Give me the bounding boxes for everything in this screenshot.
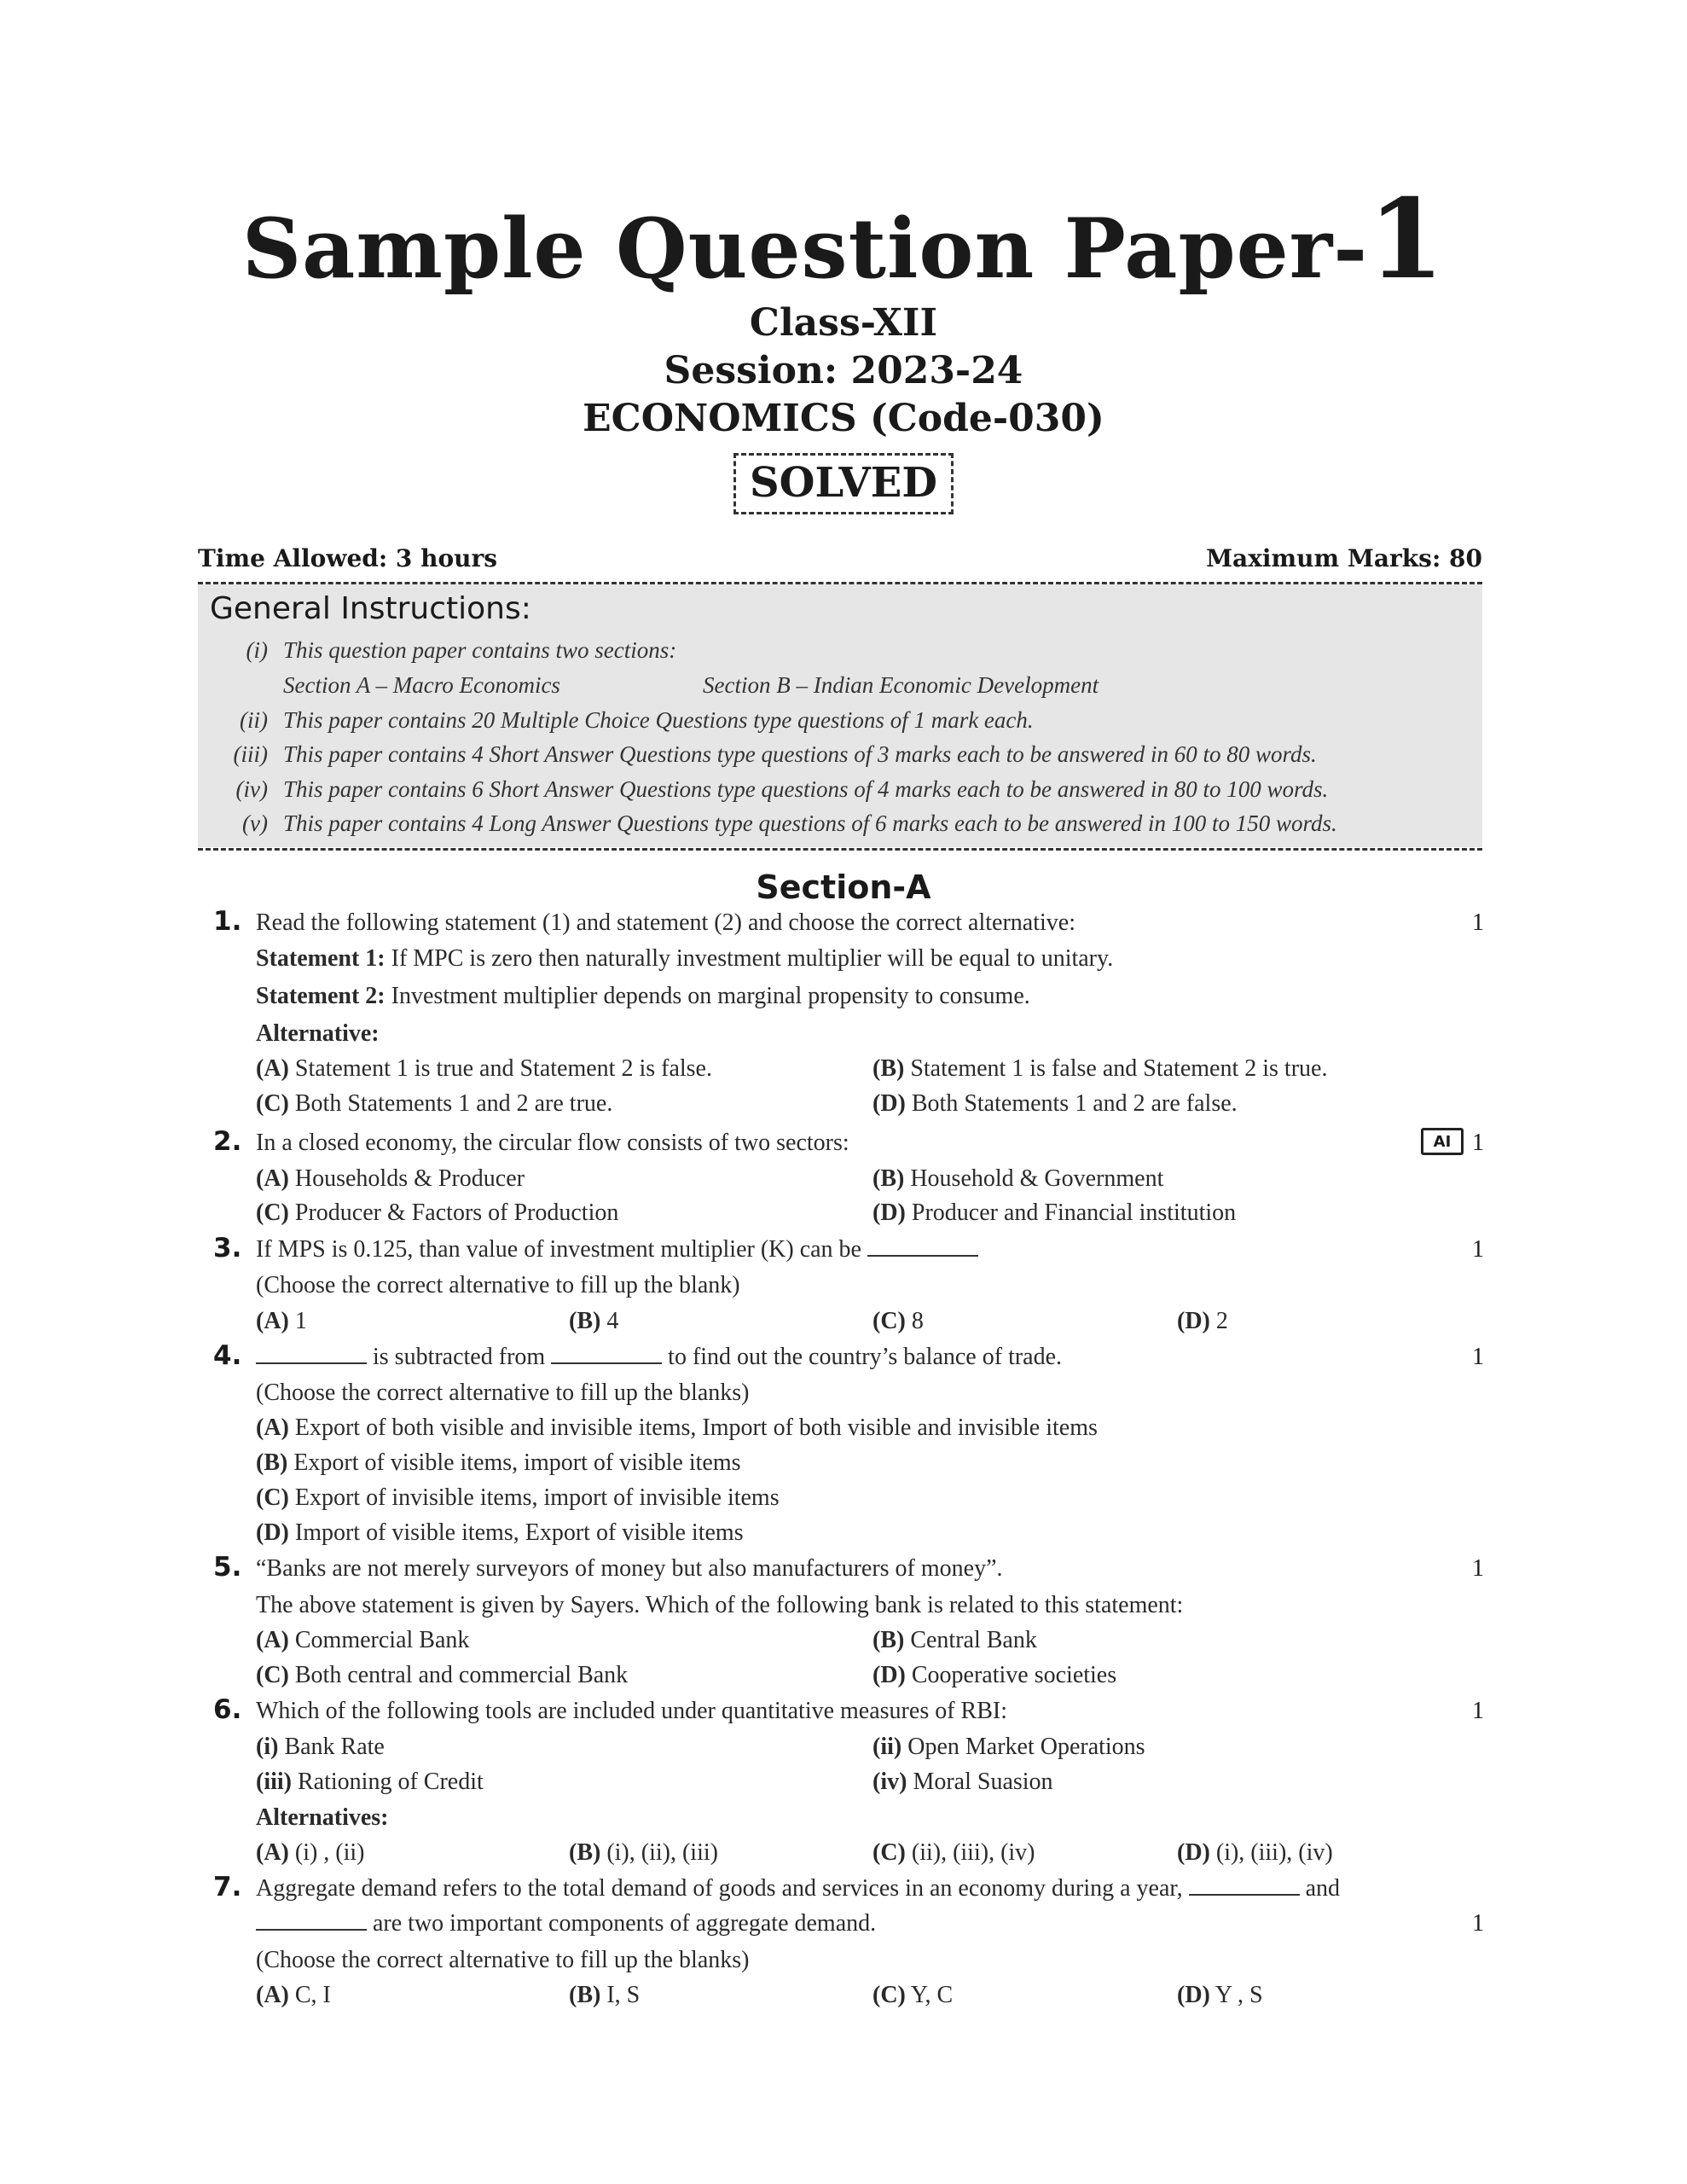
option-d: (D) Import of visible items, Export of visible items bbox=[256, 1519, 744, 1546]
option-b: (B) I, S bbox=[569, 1982, 641, 2008]
question-number: 6. bbox=[213, 1694, 242, 1725]
ai-book-icon: AI bbox=[1421, 1128, 1464, 1155]
option-d: (D) 2 bbox=[1177, 1308, 1228, 1334]
instruction-item: (v) This paper contains 4 Long Answer Questions type questions of 6 marks each to be answered in 100 to 150 words. bbox=[242, 810, 1337, 836]
question-text-continued: are two important components of aggregate demand. bbox=[256, 1910, 876, 1937]
answer-blank bbox=[551, 1345, 662, 1364]
option-b: (B) Statement 1 is false and Statement 2 is true. bbox=[872, 1055, 1328, 1082]
option-c: (C) Y, C bbox=[872, 1982, 954, 2008]
alternative-label: Alternative: bbox=[256, 1020, 380, 1047]
instruction-item: Section A – Macro Economics bbox=[283, 672, 560, 698]
meta-row bbox=[198, 544, 1482, 572]
title-block bbox=[0, 176, 1687, 514]
instruction-item-section-b: Section B – Indian Economic Development bbox=[703, 672, 1099, 698]
question-text: If MPS is 0.125, than value of investment multiplier (K) can be bbox=[256, 1236, 978, 1263]
option-c: (C) 8 bbox=[872, 1308, 924, 1334]
class-label: Class-XII bbox=[749, 301, 938, 345]
option-a: (A) Export of both visible and invisible items, Import of both visible and invisible items bbox=[256, 1414, 1098, 1441]
option-d: (D) Y , S bbox=[1177, 1982, 1263, 2008]
instruction-item: (iii) This paper contains 4 Short Answer Questions type questions of 3 marks each to be answered in 60 to 80 words. bbox=[233, 741, 1317, 767]
question-mark: 1 bbox=[1472, 1130, 1484, 1156]
option-b: (B) Export of visible items, import of visible items bbox=[256, 1449, 741, 1476]
question-text: Read the following statement (1) and statement (2) and choose the correct alternative: bbox=[256, 909, 1075, 936]
question-text: is subtracted from to find out the country’s balance of trade. bbox=[256, 1344, 1062, 1371]
answer-blank bbox=[256, 1345, 367, 1364]
question-mark: 1 bbox=[1472, 1698, 1484, 1724]
tool-iii: (iii) Rationing of Credit bbox=[256, 1769, 484, 1795]
question-mark: 1 bbox=[1472, 1344, 1484, 1370]
page-title bbox=[0, 176, 1687, 304]
option-c: (C) Both Statements 1 and 2 are true. bbox=[256, 1090, 613, 1117]
option-c: (C) Producer & Factors of Production bbox=[256, 1199, 619, 1226]
question-number: 3. bbox=[213, 1233, 242, 1263]
solved-badge: SOLVED bbox=[733, 453, 954, 514]
option-d: (D) Cooperative societies bbox=[872, 1662, 1117, 1688]
question-mark: 1 bbox=[1472, 909, 1484, 936]
question-text: Which of the following tools are included under quantitative measures of RBI: bbox=[256, 1698, 1007, 1724]
question-number: 7. bbox=[213, 1872, 242, 1902]
statement-2: Statement 2: Investment multiplier depends on marginal propensity to consume. bbox=[256, 983, 1030, 1009]
option-d: (D) Producer and Financial institution bbox=[872, 1199, 1237, 1226]
alternatives-label: Alternatives: bbox=[256, 1804, 389, 1831]
question-mark: 1 bbox=[1472, 1236, 1484, 1263]
answer-blank bbox=[1189, 1877, 1300, 1896]
question-text: Aggregate demand refers to the total demand of goods and services in an economy during a year, and bbox=[256, 1875, 1341, 1902]
option-a: (A) C, I bbox=[256, 1982, 331, 2008]
option-a: (A) 1 bbox=[256, 1308, 307, 1334]
answer-blank bbox=[867, 1238, 978, 1257]
question-text: “Banks are not merely surveyors of money but also manufacturers of money”. bbox=[256, 1555, 1003, 1582]
max-marks: Maximum Marks: 80 bbox=[1206, 544, 1482, 572]
tool-iv: (iv) Moral Suasion bbox=[872, 1769, 1053, 1795]
option-b: (B) 4 bbox=[569, 1308, 619, 1334]
question-number: 1. bbox=[213, 906, 242, 937]
option-a: (A) Statement 1 is true and Statement 2 is false. bbox=[256, 1055, 712, 1082]
subject-label: ECONOMICS (Code-030) bbox=[583, 397, 1104, 440]
instruction-item: (ii) This paper contains 20 Multiple Choice Questions type questions of 1 mark each. bbox=[240, 707, 1034, 733]
option-b: (B) Household & Government bbox=[872, 1165, 1164, 1192]
title-number: 1 bbox=[1368, 176, 1446, 304]
tool-i: (i) Bank Rate bbox=[256, 1734, 385, 1760]
option-d: (D) Both Statements 1 and 2 are false. bbox=[872, 1090, 1238, 1117]
title-text: Sample Question Paper- bbox=[241, 200, 1369, 297]
instruction-item: (iv) This paper contains 6 Short Answer Questions type questions of 4 marks each to be answered in 80 to 100 words. bbox=[235, 776, 1329, 802]
section-title: Section-A bbox=[756, 868, 931, 906]
option-c: (C) Both central and commercial Bank bbox=[256, 1662, 629, 1688]
question-instruction: The above statement is given by Sayers. Which of the following bank is related to this statement: bbox=[256, 1592, 1184, 1618]
session-label: Session: 2023-24 bbox=[664, 349, 1023, 392]
question-instruction: (Choose the correct alternative to fill up the blank) bbox=[256, 1272, 740, 1298]
instructions-title: General Instructions: bbox=[210, 591, 531, 626]
option-c: (C) (ii), (iii), (iv) bbox=[872, 1839, 1035, 1866]
option-a: (A) (i) , (ii) bbox=[256, 1839, 365, 1866]
question-instruction: (Choose the correct alternative to fill up the blanks) bbox=[256, 1380, 750, 1406]
question-number: 4. bbox=[213, 1340, 242, 1371]
option-a: (A) Households & Producer bbox=[256, 1165, 525, 1192]
tool-ii: (ii) Open Market Operations bbox=[872, 1734, 1145, 1760]
question-instruction: (Choose the correct alternative to fill up the blanks) bbox=[256, 1947, 750, 1973]
question-number: 5. bbox=[213, 1552, 242, 1583]
option-a: (A) Commercial Bank bbox=[256, 1627, 470, 1653]
option-b: (B) Central Bank bbox=[872, 1627, 1037, 1653]
option-c: (C) Export of invisible items, import of invisible items bbox=[256, 1484, 780, 1511]
divider-bottom bbox=[198, 848, 1482, 851]
option-b: (B) (i), (ii), (iii) bbox=[569, 1839, 718, 1866]
question-number: 2. bbox=[213, 1126, 242, 1157]
time-allowed: Time Allowed: 3 hours bbox=[198, 544, 498, 572]
question-mark: 1 bbox=[1472, 1910, 1484, 1937]
option-d: (D) (i), (iii), (iv) bbox=[1177, 1839, 1333, 1866]
answer-blank bbox=[256, 1912, 367, 1931]
question-text: In a closed economy, the circular flow consists of two sectors: bbox=[256, 1130, 849, 1156]
instruction-item: (i) This question paper contains two sections: bbox=[246, 637, 677, 663]
general-instructions bbox=[198, 584, 1482, 847]
question-mark: 1 bbox=[1472, 1555, 1484, 1582]
statement-1: Statement 1: If MPC is zero then naturally investment multiplier will be equal to unitary. bbox=[256, 945, 1114, 972]
